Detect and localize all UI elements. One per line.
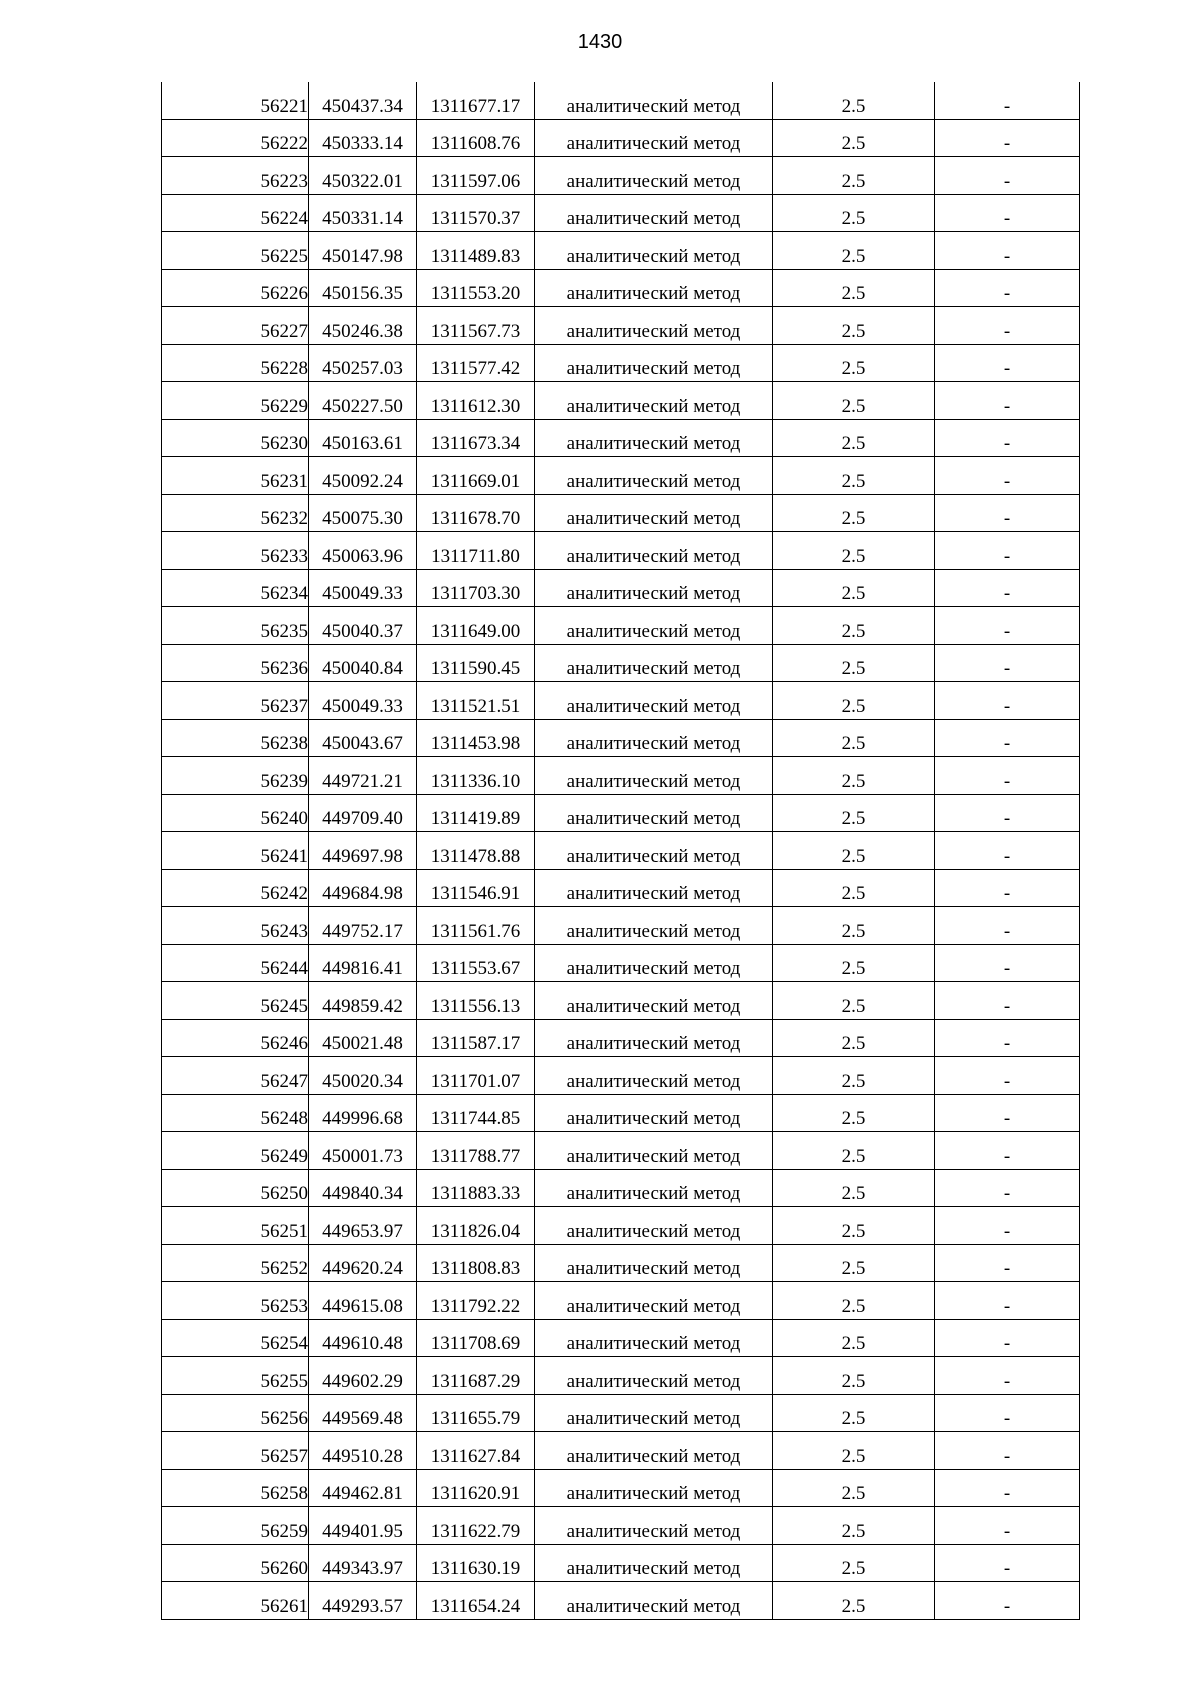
y-coordinate-cell: 1311419.89 [417, 794, 535, 832]
x-coordinate-cell: 450021.48 [309, 1019, 417, 1057]
y-coordinate-cell: 1311687.29 [417, 1357, 535, 1395]
y-coordinate-cell: 1311654.24 [417, 1582, 535, 1620]
method-cell: аналитический метод [535, 1282, 773, 1320]
x-coordinate-cell: 450040.84 [309, 644, 417, 682]
table-row [162, 119, 1080, 157]
point-number-cell: 56258 [162, 1469, 309, 1507]
note-cell: - [935, 269, 1080, 307]
point-number-cell: 56248 [162, 1094, 309, 1132]
y-coordinate-cell: 1311826.04 [417, 1207, 535, 1245]
note-cell: - [935, 869, 1080, 907]
y-coordinate-cell: 1311792.22 [417, 1282, 535, 1320]
table-row [162, 1094, 1080, 1132]
note-cell: - [935, 1507, 1080, 1545]
note-cell: - [935, 382, 1080, 420]
x-coordinate-cell: 450437.34 [309, 82, 417, 119]
accuracy-cell: 2.5 [773, 832, 935, 870]
table-row [162, 344, 1080, 382]
y-coordinate-cell: 1311669.01 [417, 457, 535, 495]
table-row [162, 457, 1080, 495]
y-coordinate-cell: 1311556.13 [417, 982, 535, 1020]
point-number-cell: 56249 [162, 1132, 309, 1170]
y-coordinate-cell: 1311567.73 [417, 307, 535, 345]
point-number-cell: 56253 [162, 1282, 309, 1320]
method-cell: аналитический метод [535, 1057, 773, 1095]
table-row [162, 832, 1080, 870]
y-coordinate-cell: 1311570.37 [417, 194, 535, 232]
accuracy-cell: 2.5 [773, 1057, 935, 1095]
method-cell: аналитический метод [535, 1019, 773, 1057]
accuracy-cell: 2.5 [773, 607, 935, 645]
page-number: 1430 [577, 31, 623, 53]
table-row [162, 232, 1080, 270]
y-coordinate-cell: 1311655.79 [417, 1394, 535, 1432]
accuracy-cell: 2.5 [773, 269, 935, 307]
accuracy-cell: 2.5 [773, 1469, 935, 1507]
point-number-cell: 56237 [162, 682, 309, 720]
accuracy-cell: 2.5 [773, 1357, 935, 1395]
x-coordinate-cell: 449996.68 [309, 1094, 417, 1132]
note-cell: - [935, 1019, 1080, 1057]
point-number-cell: 56259 [162, 1507, 309, 1545]
x-coordinate-cell: 449569.48 [309, 1394, 417, 1432]
accuracy-cell: 2.5 [773, 682, 935, 720]
method-cell: аналитический метод [535, 907, 773, 945]
method-cell: аналитический метод [535, 1244, 773, 1282]
point-number-cell: 56229 [162, 382, 309, 420]
accuracy-cell: 2.5 [773, 1507, 935, 1545]
method-cell: аналитический метод [535, 307, 773, 345]
note-cell: - [935, 1432, 1080, 1470]
point-number-cell: 56243 [162, 907, 309, 945]
point-number-cell: 56236 [162, 644, 309, 682]
table-row [162, 907, 1080, 945]
x-coordinate-cell: 450156.35 [309, 269, 417, 307]
table-row [162, 194, 1080, 232]
x-coordinate-cell: 449840.34 [309, 1169, 417, 1207]
note-cell: - [935, 307, 1080, 345]
note-cell: - [935, 644, 1080, 682]
table-row [162, 1432, 1080, 1470]
table-row [162, 532, 1080, 570]
note-cell: - [935, 419, 1080, 457]
method-cell: аналитический метод [535, 194, 773, 232]
x-coordinate-cell: 450163.61 [309, 419, 417, 457]
point-number-cell: 56225 [162, 232, 309, 270]
note-cell: - [935, 1544, 1080, 1582]
accuracy-cell: 2.5 [773, 794, 935, 832]
point-number-cell: 56223 [162, 157, 309, 195]
point-number-cell: 56221 [162, 82, 309, 119]
method-cell: аналитический метод [535, 1094, 773, 1132]
note-cell: - [935, 907, 1080, 945]
y-coordinate-cell: 1311489.83 [417, 232, 535, 270]
y-coordinate-cell: 1311478.88 [417, 832, 535, 870]
note-cell: - [935, 1282, 1080, 1320]
x-coordinate-cell: 449697.98 [309, 832, 417, 870]
point-number-cell: 56228 [162, 344, 309, 382]
x-coordinate-cell: 449343.97 [309, 1544, 417, 1582]
note-cell: - [935, 1394, 1080, 1432]
point-number-cell: 56260 [162, 1544, 309, 1582]
y-coordinate-cell: 1311630.19 [417, 1544, 535, 1582]
accuracy-cell: 2.5 [773, 232, 935, 270]
method-cell: аналитический метод [535, 269, 773, 307]
y-coordinate-cell: 1311587.17 [417, 1019, 535, 1057]
note-cell: - [935, 344, 1080, 382]
accuracy-cell: 2.5 [773, 1169, 935, 1207]
method-cell: аналитический метод [535, 832, 773, 870]
method-cell: аналитический метод [535, 1169, 773, 1207]
point-number-cell: 56230 [162, 419, 309, 457]
y-coordinate-cell: 1311883.33 [417, 1169, 535, 1207]
point-number-cell: 56241 [162, 832, 309, 870]
point-number-cell: 56250 [162, 1169, 309, 1207]
x-coordinate-cell: 450049.33 [309, 682, 417, 720]
point-number-cell: 56245 [162, 982, 309, 1020]
point-number-cell: 56232 [162, 494, 309, 532]
method-cell: аналитический метод [535, 1507, 773, 1545]
y-coordinate-cell: 1311553.67 [417, 944, 535, 982]
table-row [162, 1282, 1080, 1320]
method-cell: аналитический метод [535, 494, 773, 532]
x-coordinate-cell: 449684.98 [309, 869, 417, 907]
note-cell: - [935, 569, 1080, 607]
accuracy-cell: 2.5 [773, 982, 935, 1020]
x-coordinate-cell: 449816.41 [309, 944, 417, 982]
y-coordinate-cell: 1311649.00 [417, 607, 535, 645]
accuracy-cell: 2.5 [773, 569, 935, 607]
x-coordinate-cell: 450147.98 [309, 232, 417, 270]
accuracy-cell: 2.5 [773, 869, 935, 907]
note-cell: - [935, 1582, 1080, 1620]
accuracy-cell: 2.5 [773, 1132, 935, 1170]
table-row [162, 1244, 1080, 1282]
y-coordinate-cell: 1311708.69 [417, 1319, 535, 1357]
table-row [162, 944, 1080, 982]
point-number-cell: 56256 [162, 1394, 309, 1432]
method-cell: аналитический метод [535, 382, 773, 420]
accuracy-cell: 2.5 [773, 1394, 935, 1432]
y-coordinate-cell: 1311808.83 [417, 1244, 535, 1282]
y-coordinate-cell: 1311590.45 [417, 644, 535, 682]
x-coordinate-cell: 449615.08 [309, 1282, 417, 1320]
note-cell: - [935, 119, 1080, 157]
accuracy-cell: 2.5 [773, 1544, 935, 1582]
x-coordinate-cell: 449859.42 [309, 982, 417, 1020]
note-cell: - [935, 944, 1080, 982]
note-cell: - [935, 232, 1080, 270]
y-coordinate-cell: 1311788.77 [417, 1132, 535, 1170]
y-coordinate-cell: 1311673.34 [417, 419, 535, 457]
note-cell: - [935, 457, 1080, 495]
accuracy-cell: 2.5 [773, 194, 935, 232]
y-coordinate-cell: 1311521.51 [417, 682, 535, 720]
table-row [162, 1357, 1080, 1395]
note-cell: - [935, 1169, 1080, 1207]
table-row [162, 419, 1080, 457]
x-coordinate-cell: 449709.40 [309, 794, 417, 832]
x-coordinate-cell: 450020.34 [309, 1057, 417, 1095]
point-number-cell: 56231 [162, 457, 309, 495]
table-row [162, 1207, 1080, 1245]
table-row [162, 1469, 1080, 1507]
accuracy-cell: 2.5 [773, 1432, 935, 1470]
note-cell: - [935, 1244, 1080, 1282]
accuracy-cell: 2.5 [773, 532, 935, 570]
method-cell: аналитический метод [535, 1469, 773, 1507]
method-cell: аналитический метод [535, 344, 773, 382]
y-coordinate-cell: 1311701.07 [417, 1057, 535, 1095]
accuracy-cell: 2.5 [773, 344, 935, 382]
table-row [162, 757, 1080, 795]
note-cell: - [935, 757, 1080, 795]
accuracy-cell: 2.5 [773, 1319, 935, 1357]
note-cell: - [935, 982, 1080, 1020]
accuracy-cell: 2.5 [773, 907, 935, 945]
table-row [162, 1507, 1080, 1545]
x-coordinate-cell: 449653.97 [309, 1207, 417, 1245]
note-cell: - [935, 157, 1080, 195]
accuracy-cell: 2.5 [773, 944, 935, 982]
point-number-cell: 56254 [162, 1319, 309, 1357]
table-row [162, 382, 1080, 420]
point-number-cell: 56226 [162, 269, 309, 307]
x-coordinate-cell: 450227.50 [309, 382, 417, 420]
note-cell: - [935, 719, 1080, 757]
method-cell: аналитический метод [535, 532, 773, 570]
point-number-cell: 56238 [162, 719, 309, 757]
accuracy-cell: 2.5 [773, 457, 935, 495]
x-coordinate-cell: 450246.38 [309, 307, 417, 345]
x-coordinate-cell: 450322.01 [309, 157, 417, 195]
y-coordinate-cell: 1311546.91 [417, 869, 535, 907]
table-row [162, 82, 1080, 119]
point-number-cell: 56240 [162, 794, 309, 832]
method-cell: аналитический метод [535, 607, 773, 645]
method-cell: аналитический метод [535, 82, 773, 119]
table-row [162, 494, 1080, 532]
method-cell: аналитический метод [535, 1544, 773, 1582]
method-cell: аналитический метод [535, 1394, 773, 1432]
note-cell: - [935, 1357, 1080, 1395]
table-row [162, 1019, 1080, 1057]
y-coordinate-cell: 1311577.42 [417, 344, 535, 382]
x-coordinate-cell: 450040.37 [309, 607, 417, 645]
accuracy-cell: 2.5 [773, 1019, 935, 1057]
accuracy-cell: 2.5 [773, 157, 935, 195]
y-coordinate-cell: 1311622.79 [417, 1507, 535, 1545]
note-cell: - [935, 1469, 1080, 1507]
table-row [162, 794, 1080, 832]
table-row [162, 1544, 1080, 1582]
x-coordinate-cell: 449620.24 [309, 1244, 417, 1282]
y-coordinate-cell: 1311678.70 [417, 494, 535, 532]
accuracy-cell: 2.5 [773, 719, 935, 757]
note-cell: - [935, 494, 1080, 532]
point-number-cell: 56244 [162, 944, 309, 982]
point-number-cell: 56261 [162, 1582, 309, 1620]
table-row [162, 1582, 1080, 1620]
note-cell: - [935, 1057, 1080, 1095]
point-number-cell: 56233 [162, 532, 309, 570]
y-coordinate-cell: 1311677.17 [417, 82, 535, 119]
method-cell: аналитический метод [535, 944, 773, 982]
method-cell: аналитический метод [535, 757, 773, 795]
note-cell: - [935, 1094, 1080, 1132]
note-cell: - [935, 607, 1080, 645]
x-coordinate-cell: 450333.14 [309, 119, 417, 157]
y-coordinate-cell: 1311608.76 [417, 119, 535, 157]
x-coordinate-cell: 449462.81 [309, 1469, 417, 1507]
point-number-cell: 56257 [162, 1432, 309, 1470]
note-cell: - [935, 1319, 1080, 1357]
table-row [162, 269, 1080, 307]
method-cell: аналитический метод [535, 419, 773, 457]
x-coordinate-cell: 450257.03 [309, 344, 417, 382]
table-row [162, 569, 1080, 607]
note-cell: - [935, 832, 1080, 870]
point-number-cell: 56227 [162, 307, 309, 345]
y-coordinate-cell: 1311453.98 [417, 719, 535, 757]
table-row [162, 1319, 1080, 1357]
accuracy-cell: 2.5 [773, 1207, 935, 1245]
method-cell: аналитический метод [535, 794, 773, 832]
note-cell: - [935, 532, 1080, 570]
y-coordinate-cell: 1311597.06 [417, 157, 535, 195]
note-cell: - [935, 682, 1080, 720]
accuracy-cell: 2.5 [773, 119, 935, 157]
point-number-cell: 56234 [162, 569, 309, 607]
x-coordinate-cell: 449401.95 [309, 1507, 417, 1545]
accuracy-cell: 2.5 [773, 1244, 935, 1282]
point-number-cell: 56242 [162, 869, 309, 907]
note-cell: - [935, 1207, 1080, 1245]
point-number-cell: 56224 [162, 194, 309, 232]
x-coordinate-cell: 450331.14 [309, 194, 417, 232]
table-row [162, 607, 1080, 645]
y-coordinate-cell: 1311744.85 [417, 1094, 535, 1132]
point-number-cell: 56251 [162, 1207, 309, 1245]
method-cell: аналитический метод [535, 682, 773, 720]
accuracy-cell: 2.5 [773, 1094, 935, 1132]
accuracy-cell: 2.5 [773, 307, 935, 345]
table-row [162, 982, 1080, 1020]
method-cell: аналитический метод [535, 569, 773, 607]
note-cell: - [935, 82, 1080, 119]
method-cell: аналитический метод [535, 1207, 773, 1245]
x-coordinate-cell: 449610.48 [309, 1319, 417, 1357]
method-cell: аналитический метод [535, 232, 773, 270]
method-cell: аналитический метод [535, 1582, 773, 1620]
point-number-cell: 56246 [162, 1019, 309, 1057]
y-coordinate-cell: 1311553.20 [417, 269, 535, 307]
x-coordinate-cell: 450075.30 [309, 494, 417, 532]
method-cell: аналитический метод [535, 1132, 773, 1170]
accuracy-cell: 2.5 [773, 82, 935, 119]
table-body [162, 82, 1080, 1619]
point-number-cell: 56247 [162, 1057, 309, 1095]
y-coordinate-cell: 1311620.91 [417, 1469, 535, 1507]
x-coordinate-cell: 449721.21 [309, 757, 417, 795]
table-row [162, 1169, 1080, 1207]
method-cell: аналитический метод [535, 457, 773, 495]
accuracy-cell: 2.5 [773, 419, 935, 457]
point-number-cell: 56235 [162, 607, 309, 645]
note-cell: - [935, 194, 1080, 232]
accuracy-cell: 2.5 [773, 382, 935, 420]
method-cell: аналитический метод [535, 119, 773, 157]
table-row [162, 644, 1080, 682]
point-number-cell: 56252 [162, 1244, 309, 1282]
accuracy-cell: 2.5 [773, 1282, 935, 1320]
point-number-cell: 56255 [162, 1357, 309, 1395]
x-coordinate-cell: 450043.67 [309, 719, 417, 757]
table-row [162, 1394, 1080, 1432]
table-row [162, 1132, 1080, 1170]
accuracy-cell: 2.5 [773, 494, 935, 532]
table-row [162, 869, 1080, 907]
x-coordinate-cell: 449602.29 [309, 1357, 417, 1395]
method-cell: аналитический метод [535, 1432, 773, 1470]
y-coordinate-cell: 1311627.84 [417, 1432, 535, 1470]
accuracy-cell: 2.5 [773, 757, 935, 795]
table-row [162, 682, 1080, 720]
method-cell: аналитический метод [535, 869, 773, 907]
method-cell: аналитический метод [535, 982, 773, 1020]
note-cell: - [935, 1132, 1080, 1170]
note-cell: - [935, 794, 1080, 832]
x-coordinate-cell: 450063.96 [309, 532, 417, 570]
x-coordinate-cell: 450092.24 [309, 457, 417, 495]
method-cell: аналитический метод [535, 644, 773, 682]
x-coordinate-cell: 450001.73 [309, 1132, 417, 1170]
method-cell: аналитический метод [535, 1357, 773, 1395]
y-coordinate-cell: 1311561.76 [417, 907, 535, 945]
x-coordinate-cell: 449510.28 [309, 1432, 417, 1470]
y-coordinate-cell: 1311336.10 [417, 757, 535, 795]
method-cell: аналитический метод [535, 1319, 773, 1357]
method-cell: аналитический метод [535, 157, 773, 195]
table-row [162, 719, 1080, 757]
coordinates-table [161, 82, 1080, 1620]
table-row [162, 307, 1080, 345]
y-coordinate-cell: 1311711.80 [417, 532, 535, 570]
y-coordinate-cell: 1311703.30 [417, 569, 535, 607]
accuracy-cell: 2.5 [773, 1582, 935, 1620]
point-number-cell: 56222 [162, 119, 309, 157]
x-coordinate-cell: 450049.33 [309, 569, 417, 607]
table-row [162, 1057, 1080, 1095]
x-coordinate-cell: 449293.57 [309, 1582, 417, 1620]
method-cell: аналитический метод [535, 719, 773, 757]
x-coordinate-cell: 449752.17 [309, 907, 417, 945]
accuracy-cell: 2.5 [773, 644, 935, 682]
point-number-cell: 56239 [162, 757, 309, 795]
y-coordinate-cell: 1311612.30 [417, 382, 535, 420]
table-row [162, 157, 1080, 195]
